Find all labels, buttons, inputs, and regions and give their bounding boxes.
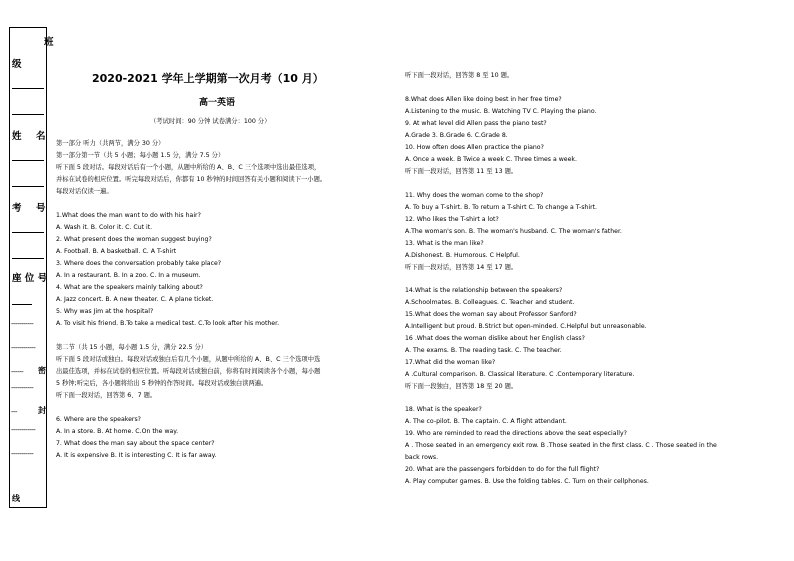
instruction-8-10: 听下面一段对话，回答第 8 至 10 题。 [405, 72, 514, 79]
exam-no-blank-line [12, 232, 44, 233]
class-label-char-1: 班 [44, 37, 54, 48]
question-16: 16 .What does the woman dislike about her English class? [405, 335, 585, 342]
seal-dash-line: ------------ [11, 426, 36, 434]
question-5: 5. Why was Jim at the hospital? [56, 308, 154, 315]
exam-no-label-char-2: 号 [36, 203, 46, 214]
section1-instruction: 每段对话仅读一遍。 [56, 188, 113, 195]
exam-info: （考试时间：90 分钟 试卷满分：100 分） [150, 118, 271, 125]
section1-heading: 第一部分第一节（共 5 小题；每小题 1.5 分，满分 7.5 分） [56, 152, 225, 159]
question-1-options: A. Wash it. B. Color it. C. Cut it. [56, 224, 153, 231]
seal-dash-line: ------------ [11, 344, 36, 352]
instruction-11-13: 听下面一段对话，回答第 11 至 13 题。 [405, 168, 518, 175]
question-14: 14.What is the relationship between the speakers? [405, 287, 563, 294]
question-13: 13. What is the man like? [405, 240, 484, 247]
question-18-options: A. The co-pilot. B. The captain. C. A flight attendant. [405, 418, 567, 425]
exam-no-blank-line-2 [12, 258, 44, 259]
class-blank-line-2 [12, 114, 44, 115]
name-label-char-2: 名 [36, 131, 46, 142]
question-3: 3. Where does the conversation probably take place? [56, 260, 222, 267]
question-7: 7. What does the man say about the space center? [56, 440, 215, 447]
seal-char-feng: 封 [38, 406, 46, 415]
seat-label: 座 位 号 [12, 273, 48, 284]
question-8: 8.What does Allen like doing best in her free time? [405, 96, 562, 103]
section2-instruction: 听下面一段对话，回答第 6、7 题。 [56, 392, 157, 399]
class-label-char-2: 级 [12, 59, 22, 70]
question-5-options: A. To visit his friend. B.To take a medical test. C.To look after his mother. [56, 320, 280, 327]
question-18: 18. What is the speaker? [405, 406, 482, 413]
class-blank-line [12, 88, 44, 89]
question-15-options: A.Intelligent but proud. B.Strict but open-minded. C.Helpful but unreasonable. [405, 323, 647, 330]
section2-instruction: 出最佳选项，并标在试卷的相应位置。听每段对话或独白前，你将有时间阅读各个小题，每小题 [56, 368, 321, 375]
seal-dash-line: ------ [11, 368, 24, 376]
question-12-options: A.The woman's son. B. The woman's husband. C. The woman's father. [405, 228, 622, 235]
binding-margin [9, 27, 54, 508]
question-12: 12. Who likes the T-shirt a lot? [405, 216, 499, 223]
question-10-options: A. Once a week. B Twice a week C. Three times a week. [405, 156, 577, 163]
question-19-options-cont: back rows. [405, 454, 439, 461]
section2-instruction: 5 秒钟;听完后，各小题将给出 5 秒钟的作答时间。每段对话或独白读两遍。 [56, 380, 268, 387]
question-19: 19. Who are reminded to read the directions above the seat especially? [405, 430, 627, 437]
question-17-options: A .Cultural comparison. B. Classical literature. C .Contemporary literature. [405, 371, 635, 378]
question-6-options: A. In a store. B. At home. C.On the way. [56, 428, 179, 435]
question-14-options: A.Schoolmates. B. Colleagues. C. Teacher and student. [405, 299, 575, 306]
name-blank-line [12, 160, 44, 161]
seal-char-xian: 线 [12, 494, 20, 503]
question-16-options: A. The exams. B. The reading task. C. The teacher. [405, 347, 562, 354]
question-9: 9. At what level did Allen pass the piano test? [405, 120, 547, 127]
section1-instruction: 听下面 5 段对话。每段对话后有一个小题，从题中所给的 A、B、C 三个选项中选出最佳选项， [56, 164, 321, 171]
section2-instruction: 听下面 5 段对话或独白。每段对话或独白后有几个小题，从题中所给的 A、B、C 三个选项中选 [56, 356, 321, 363]
question-11: 11. Why does the woman come to the shop? [405, 192, 544, 199]
question-6: 6. Where are the speakers? [56, 416, 141, 423]
section2-heading: 第二节（共 15 小题，每小题 1.5 分，满分 22.5 分） [56, 344, 208, 351]
question-15: 15.What does the woman say about Professor Sanford? [405, 311, 577, 318]
seal-dash-line: ----------- [11, 384, 34, 392]
name-blank-line-2 [12, 186, 44, 187]
question-2: 2. What present does the woman suggest buying? [56, 236, 212, 243]
question-8-options: A.Listening to the music. B. Watching TV C. Playing the piano. [405, 108, 597, 115]
question-10: 10. How often does Allen practice the piano? [405, 144, 544, 151]
question-3-options: A. In a restaurant. B. In a zoo. C. In a museum. [56, 272, 201, 279]
question-20-options: A. Play computer games. B. Use the folding tables. C. Turn on their cellphones. [405, 478, 649, 485]
exam-no-label-char-1: 考 [12, 203, 22, 214]
question-20: 20. What are the passengers forbidden to do for the full flight? [405, 466, 600, 473]
subject-title: 高一英语 [199, 98, 236, 108]
instruction-18-20: 听下面一段独白，回答第 18 至 20 题。 [405, 383, 518, 390]
seat-blank-line [12, 304, 32, 305]
seal-char-mi: 密 [38, 366, 46, 375]
question-9-options: A.Grade 3. B.Grade 6. C.Grade 8. [405, 132, 508, 139]
question-4-options: A. Jazz concert. B. A new theater. C. A plane ticket. [56, 296, 214, 303]
instruction-14-17: 听下面一段对话，回答第 14 至 17 题。 [405, 264, 518, 271]
question-7-options: A. It is expensive B. It is interesting C. It is far away. [56, 452, 217, 459]
exam-title: 2020-2021 学年上学期第一次月考（10 月） [92, 72, 324, 85]
question-11-options: A. To buy a T-shirt. B. To return a T-shirt C. To change a T-shirt. [405, 204, 598, 211]
question-1: 1.What does the man want to do with his hair? [56, 212, 201, 219]
seal-dash-line: ----------- [11, 320, 34, 328]
seal-dash-line: --- [11, 408, 18, 416]
seal-dash-line: ----------- [11, 450, 34, 458]
question-19-options: A . Those seated in an emergency exit row. B .Those seated in the first class. C . Those seated in the [405, 442, 717, 449]
question-17: 17.What did the woman like? [405, 359, 496, 366]
question-2-options: A. Football. B. A basketball. C. A T-shirt [56, 248, 177, 255]
question-4: 4. What are the speakers mainly talking about? [56, 284, 203, 291]
question-13-options: A.Dishonest. B. Humorous. C Helpful. [405, 252, 520, 259]
part1-heading: 第一部分 听力（共两节，满分 30 分） [56, 140, 165, 147]
name-label-char-1: 姓 [12, 131, 22, 142]
section1-instruction: 并标在试卷的相应位置。听完每段对话后，你都有 10 秒钟的时间回答有关小题和阅读下一小题。 [56, 176, 327, 183]
